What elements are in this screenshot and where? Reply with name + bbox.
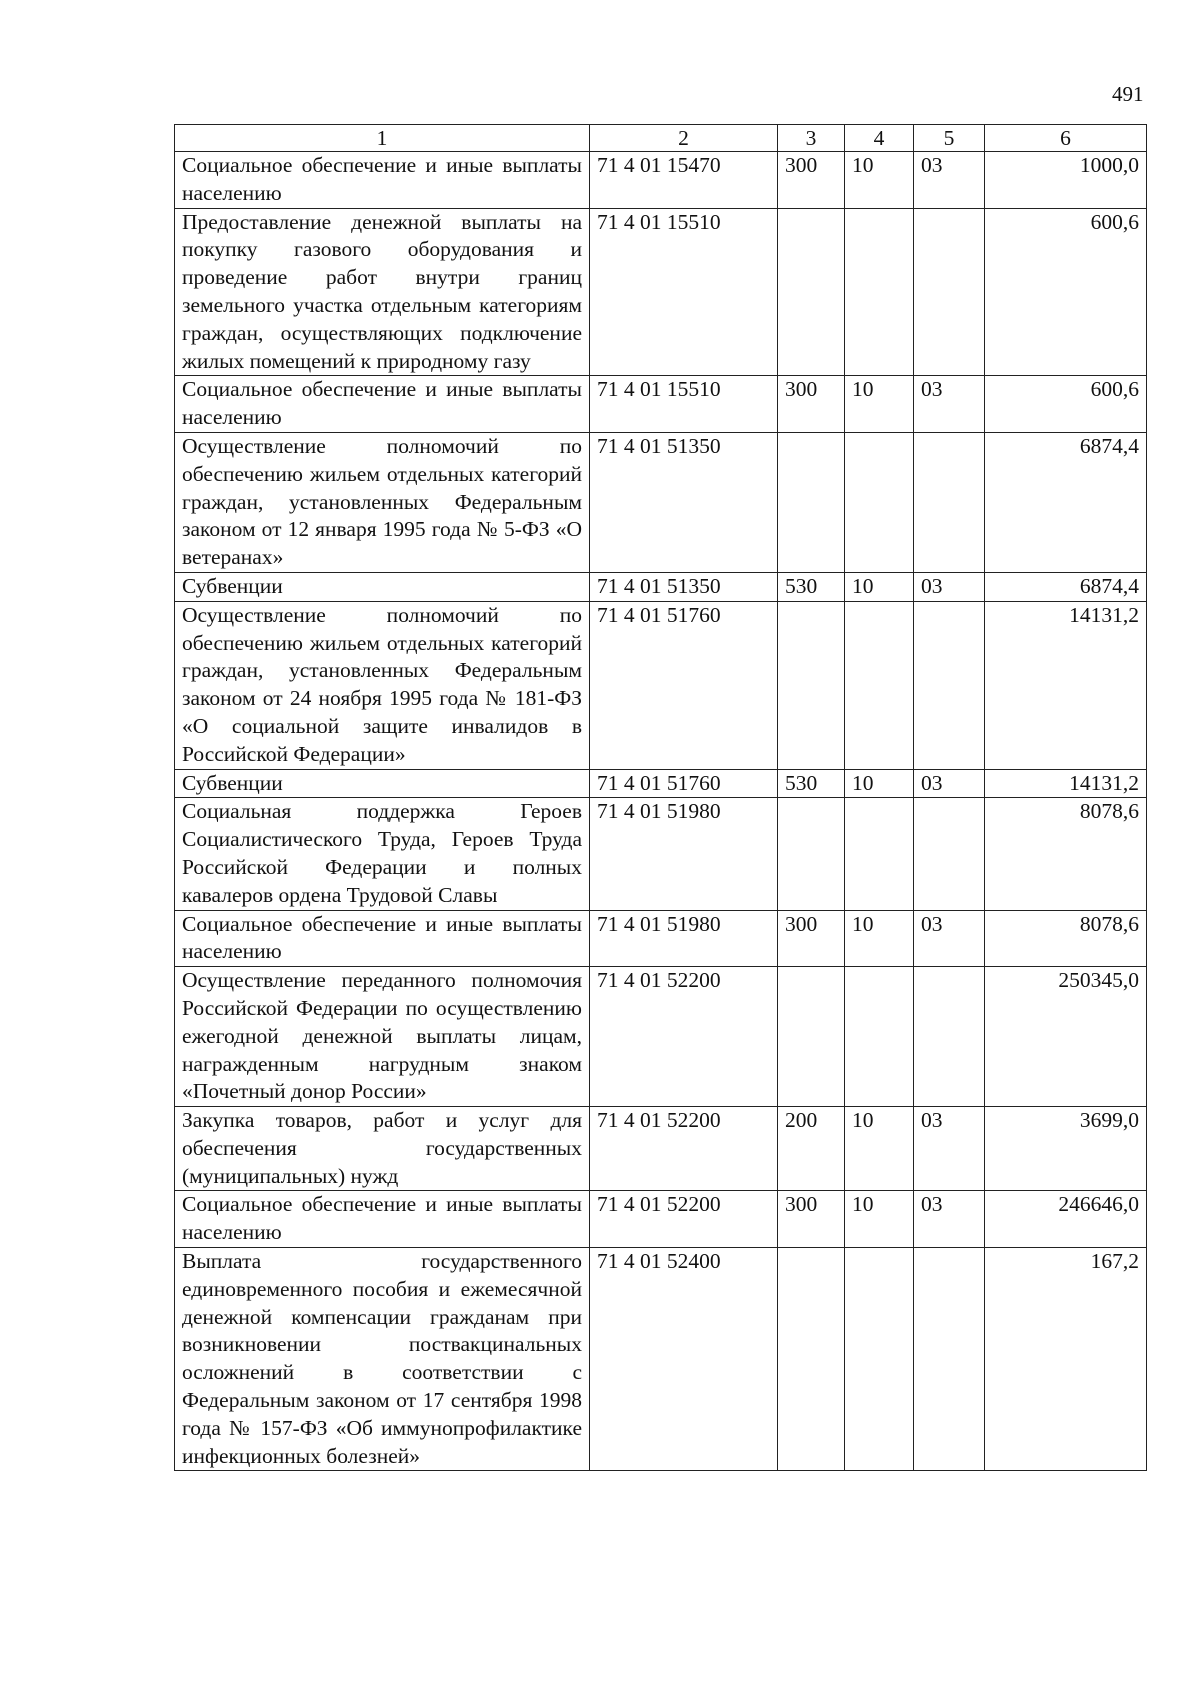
expense-type-cell: 300 — [778, 1191, 845, 1248]
table-body — [175, 152, 1147, 1471]
row-name-cell: Социальная поддержка Героев Социалистического Труда, Героев Труда Российской Федерации и полных кавалеров ордена Трудовой Славы — [175, 798, 590, 910]
target-code-cell: 71 4 01 51760 — [590, 769, 778, 798]
section-cell — [845, 208, 914, 376]
amount-cell: 167,2 — [985, 1248, 1147, 1471]
subsection-cell — [914, 798, 985, 910]
header-cell: 1 — [175, 125, 590, 152]
amount-cell: 600,6 — [985, 208, 1147, 376]
subsection-cell: 03 — [914, 572, 985, 601]
amount-cell: 8078,6 — [985, 798, 1147, 910]
expense-type-cell — [778, 432, 845, 572]
table-row — [175, 572, 1147, 601]
expense-type-cell — [778, 601, 845, 769]
row-name-cell: Осуществление полномочий по обеспечению жильем отдельных категорий граждан, установленных Федеральным законом от 24 ноября 1995 года № 181-ФЗ «О социальной защите инвалидов в Российской Федерации» — [175, 601, 590, 769]
table-row — [175, 798, 1147, 910]
amount-cell: 250345,0 — [985, 967, 1147, 1107]
table-row — [175, 967, 1147, 1107]
target-code-cell: 71 4 01 52200 — [590, 1191, 778, 1248]
section-cell: 10 — [845, 1191, 914, 1248]
expense-type-cell: 530 — [778, 769, 845, 798]
subsection-cell — [914, 601, 985, 769]
section-cell — [845, 967, 914, 1107]
target-code-cell: 71 4 01 52200 — [590, 967, 778, 1107]
amount-cell: 14131,2 — [985, 769, 1147, 798]
amount-cell: 3699,0 — [985, 1107, 1147, 1191]
section-cell: 10 — [845, 769, 914, 798]
expense-type-cell — [778, 967, 845, 1107]
target-code-cell: 71 4 01 51350 — [590, 572, 778, 601]
subsection-cell: 03 — [914, 376, 985, 433]
target-code-cell: 71 4 01 51760 — [590, 601, 778, 769]
amount-cell: 246646,0 — [985, 1191, 1147, 1248]
subsection-cell: 03 — [914, 1191, 985, 1248]
table-row — [175, 208, 1147, 376]
row-name-cell: Выплата государственного единовременного пособия и ежемесячной денежной компенсации гражданам при возникновении поствакцинальных осложнений в соответствии с Федеральным законом от 17 сентября 1998 года № 157-ФЗ «Об иммунопрофилактике инфекционных болезней» — [175, 1248, 590, 1471]
target-code-cell: 71 4 01 51350 — [590, 432, 778, 572]
table-row — [175, 601, 1147, 769]
row-name-cell: Предоставление денежной выплаты на покупку газового оборудования и проведение работ внутри границ земельного участка отдельным категориям граждан, осуществляющих подключение жилых помещений к природному газу — [175, 208, 590, 376]
target-code-cell: 71 4 01 52200 — [590, 1107, 778, 1191]
subsection-cell: 03 — [914, 152, 985, 209]
section-cell: 10 — [845, 376, 914, 433]
expense-type-cell: 200 — [778, 1107, 845, 1191]
table-row — [175, 1248, 1147, 1471]
table-row — [175, 910, 1147, 967]
subsection-cell — [914, 1248, 985, 1471]
table-row — [175, 152, 1147, 209]
target-code-cell: 71 4 01 15470 — [590, 152, 778, 209]
section-cell: 10 — [845, 1107, 914, 1191]
table-row — [175, 1107, 1147, 1191]
header-cell: 3 — [778, 125, 845, 152]
section-cell: 10 — [845, 910, 914, 967]
amount-cell: 600,6 — [985, 376, 1147, 433]
section-cell — [845, 1248, 914, 1471]
amount-cell: 14131,2 — [985, 601, 1147, 769]
header-cell: 5 — [914, 125, 985, 152]
header-cell: 4 — [845, 125, 914, 152]
row-name-cell: Социальное обеспечение и иные выплаты населению — [175, 376, 590, 433]
expense-type-cell — [778, 208, 845, 376]
section-cell — [845, 432, 914, 572]
subsection-cell: 03 — [914, 910, 985, 967]
row-name-cell: Осуществление переданного полномочия Российской Федерации по осуществлению ежегодной денежной выплаты лицам, награжденным нагрудным знаком «Почетный донор России» — [175, 967, 590, 1107]
row-name-cell: Субвенции — [175, 572, 590, 601]
target-code-cell: 71 4 01 15510 — [590, 208, 778, 376]
expense-type-cell: 300 — [778, 152, 845, 209]
table-row — [175, 432, 1147, 572]
section-cell — [845, 601, 914, 769]
row-name-cell: Закупка товаров, работ и услуг для обеспечения государственных (муниципальных) нужд — [175, 1107, 590, 1191]
section-cell — [845, 798, 914, 910]
expense-type-cell: 530 — [778, 572, 845, 601]
table-row — [175, 1191, 1147, 1248]
section-cell: 10 — [845, 152, 914, 209]
expense-type-cell: 300 — [778, 376, 845, 433]
header-cell: 2 — [590, 125, 778, 152]
expense-type-cell — [778, 798, 845, 910]
page-number: 491 — [1112, 82, 1144, 106]
subsection-cell — [914, 967, 985, 1107]
subsection-cell — [914, 208, 985, 376]
amount-cell: 6874,4 — [985, 432, 1147, 572]
header-row — [175, 125, 1147, 152]
header-cell: 6 — [985, 125, 1147, 152]
row-name-cell: Субвенции — [175, 769, 590, 798]
row-name-cell: Осуществление полномочий по обеспечению жильем отдельных категорий граждан, установленных Федеральным законом от 12 января 1995 года № 5-ФЗ «О ветеранах» — [175, 432, 590, 572]
target-code-cell: 71 4 01 52400 — [590, 1248, 778, 1471]
table-row — [175, 769, 1147, 798]
subsection-cell: 03 — [914, 1107, 985, 1191]
target-code-cell: 71 4 01 51980 — [590, 798, 778, 910]
table-row — [175, 376, 1147, 433]
section-cell: 10 — [845, 572, 914, 601]
target-code-cell: 71 4 01 15510 — [590, 376, 778, 433]
amount-cell: 1000,0 — [985, 152, 1147, 209]
amount-cell: 6874,4 — [985, 572, 1147, 601]
target-code-cell: 71 4 01 51980 — [590, 910, 778, 967]
subsection-cell: 03 — [914, 769, 985, 798]
expense-type-cell: 300 — [778, 910, 845, 967]
row-name-cell: Социальное обеспечение и иные выплаты населению — [175, 910, 590, 967]
budget-table — [174, 124, 1147, 1471]
row-name-cell: Социальное обеспечение и иные выплаты населению — [175, 152, 590, 209]
subsection-cell — [914, 432, 985, 572]
amount-cell: 8078,6 — [985, 910, 1147, 967]
expense-type-cell — [778, 1248, 845, 1471]
row-name-cell: Социальное обеспечение и иные выплаты населению — [175, 1191, 590, 1248]
